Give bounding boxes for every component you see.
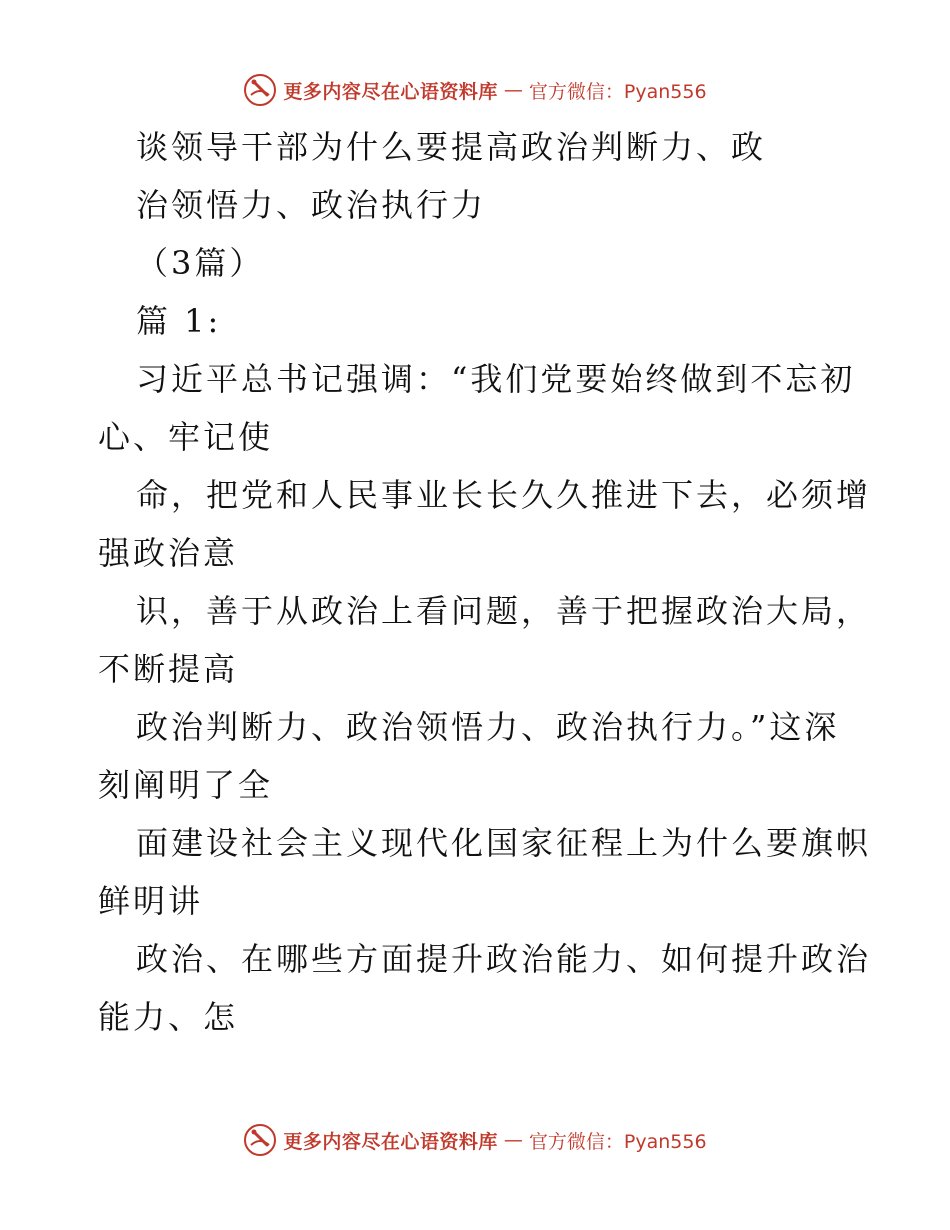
- body-line: 政治判断力、政治领悟力、政治执行力。”这深: [136, 708, 840, 746]
- body-line: 面建设社会主义现代化国家征程上为什么要旗帜: [136, 824, 872, 862]
- body-line: 心、牢记使: [98, 418, 274, 456]
- watermark-account: 官方微信：Pyan556: [528, 1130, 707, 1153]
- body-line: 习近平总书记强调：“我们党要始终做到不忘初: [136, 360, 856, 398]
- body-line: 刻阐明了全: [98, 766, 274, 804]
- document-title-line-2: 治领悟力、政治执行力: [136, 186, 487, 224]
- watermark-separator: —: [503, 79, 523, 101]
- body-line: 不断提高: [98, 650, 239, 688]
- watermark-separator: —: [503, 1129, 523, 1151]
- body-line: 政治、在哪些方面提升政治能力、如何提升政治: [136, 940, 872, 978]
- body-line: 识，善于从政治上看问题，善于把握政治大局，: [136, 592, 872, 630]
- document-title-line-1: 谈领导干部为什么要提高政治判断力、政: [136, 128, 767, 166]
- body-line: 鲜明讲: [98, 882, 204, 920]
- watermark-text: 更多内容尽在心语资料库: [283, 1130, 498, 1153]
- footer-watermark: [0, 1120, 950, 1160]
- document-count-note: （3篇）: [136, 244, 265, 282]
- watermark-text: 更多内容尽在心语资料库: [283, 80, 498, 103]
- watermark-account: 官方微信：Pyan556: [528, 80, 707, 103]
- header-watermark: [0, 70, 950, 110]
- section-label: 篇 1:: [136, 302, 222, 340]
- book-pen-icon: [243, 73, 277, 107]
- body-line: 能力、怎: [98, 998, 239, 1036]
- book-pen-icon: [243, 1123, 277, 1157]
- body-line: 强政治意: [98, 534, 239, 572]
- body-line: 命，把党和人民事业长长久久推进下去，必须增: [136, 476, 872, 514]
